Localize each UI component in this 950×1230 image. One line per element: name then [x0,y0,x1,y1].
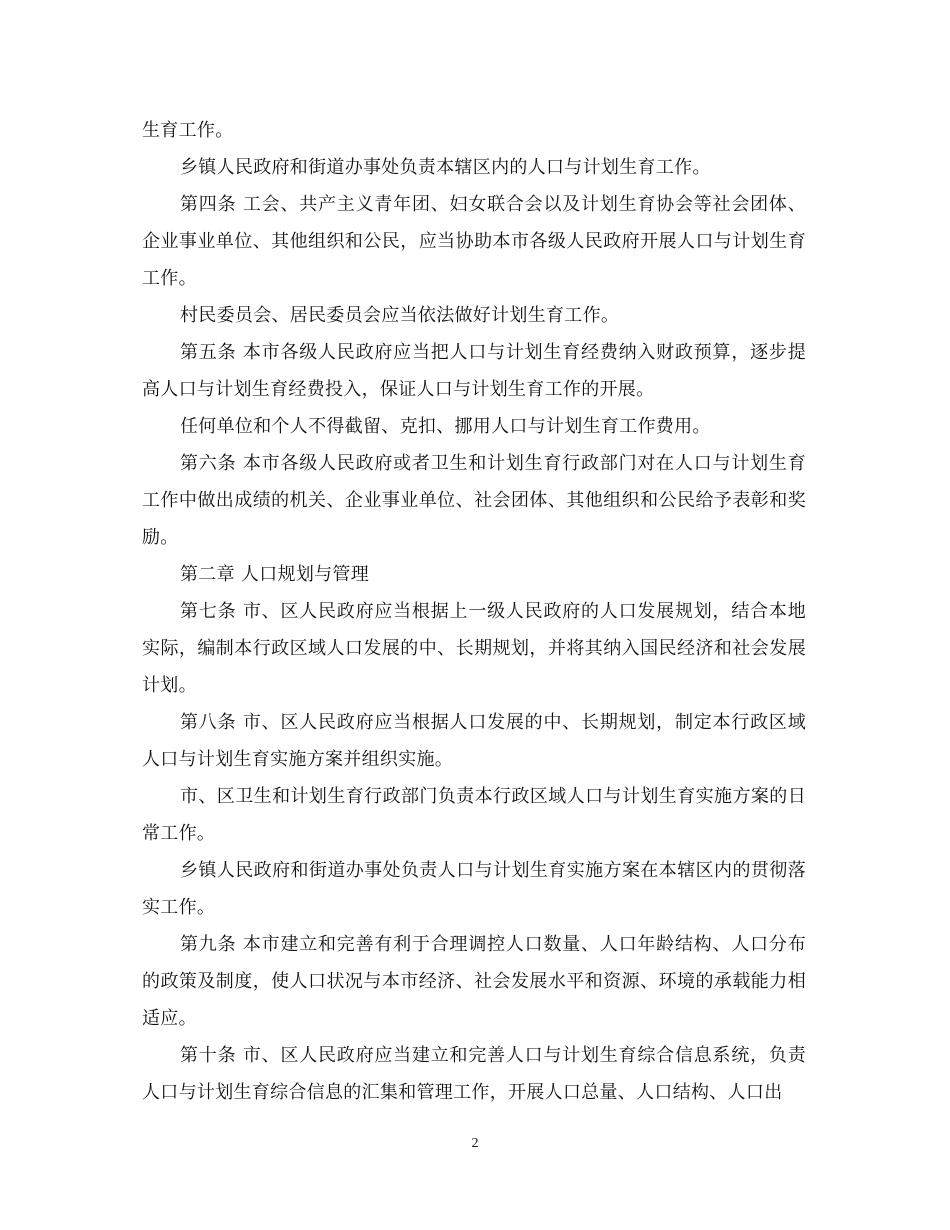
article-9-paragraph: 第九条 本市建立和完善有利于合理调控人口数量、人口年龄结构、人口分布的政策及制度，使人口状况与本市经济、社会发展水平和资源、环境的承载能力相适应。 [142,934,806,1029]
paragraph: 乡镇人民政府和街道办事处负责人口与计划生育实施方案在本辖区内的贯彻落实工作。 [142,860,806,918]
article-10-paragraph: 第十条 市、区人民政府应当建立和完善人口与计划生育综合信息系统，负责人口与计划生育综合信息的汇集和管理工作，开展人口总量、人口结构、人口出 [142,1045,806,1103]
article-5-paragraph: 第五条 本市各级人民政府应当把人口与计划生育经费纳入财政预算，逐步提高人口与计划生育经费投入，保证人口与计划生育工作的开展。 [142,342,806,400]
paragraph: 生育工作。 [142,120,234,141]
page-number: 2 [471,1136,479,1151]
paragraph: 村民委员会、居民委员会应当依法做好计划生育工作。 [180,305,620,326]
article-6-paragraph: 第六条 本市各级人民政府或者卫生和计划生育行政部门对在人口与计划生育工作中做出成绩的机关、企业事业单位、社会团体、其他组织和公民给予表彰和奖励。 [142,453,806,548]
article-4-paragraph: 第四条 工会、共产主义青年团、妇女联合会以及计划生育协会等社会团体、企业事业单位、其他组织和公民，应当协助本市各级人民政府开展人口与计划生育工作。 [142,194,806,289]
chapter-heading: 第二章 人口规划与管理 [180,564,370,585]
paragraph: 任何单位和个人不得截留、克扣、挪用人口与计划生育工作费用。 [180,416,711,437]
paragraph: 乡镇人民政府和街道办事处负责本辖区内的人口与计划生育工作。 [180,157,711,178]
article-8-paragraph: 第八条 市、区人民政府应当根据人口发展的中、长期规划，制定本行政区域人口与计划生育实施方案并组织实施。 [142,712,806,770]
article-7-paragraph: 第七条 市、区人民政府应当根据上一级人民政府的人口发展规划，结合本地实际，编制本行政区域人口发展的中、长期规划，并将其纳入国民经济和社会发展计划。 [142,601,806,696]
document-body [142,112,806,1111]
paragraph: 市、区卫生和计划生育行政部门负责本行政区域人口与计划生育实施方案的日常工作。 [142,786,806,844]
